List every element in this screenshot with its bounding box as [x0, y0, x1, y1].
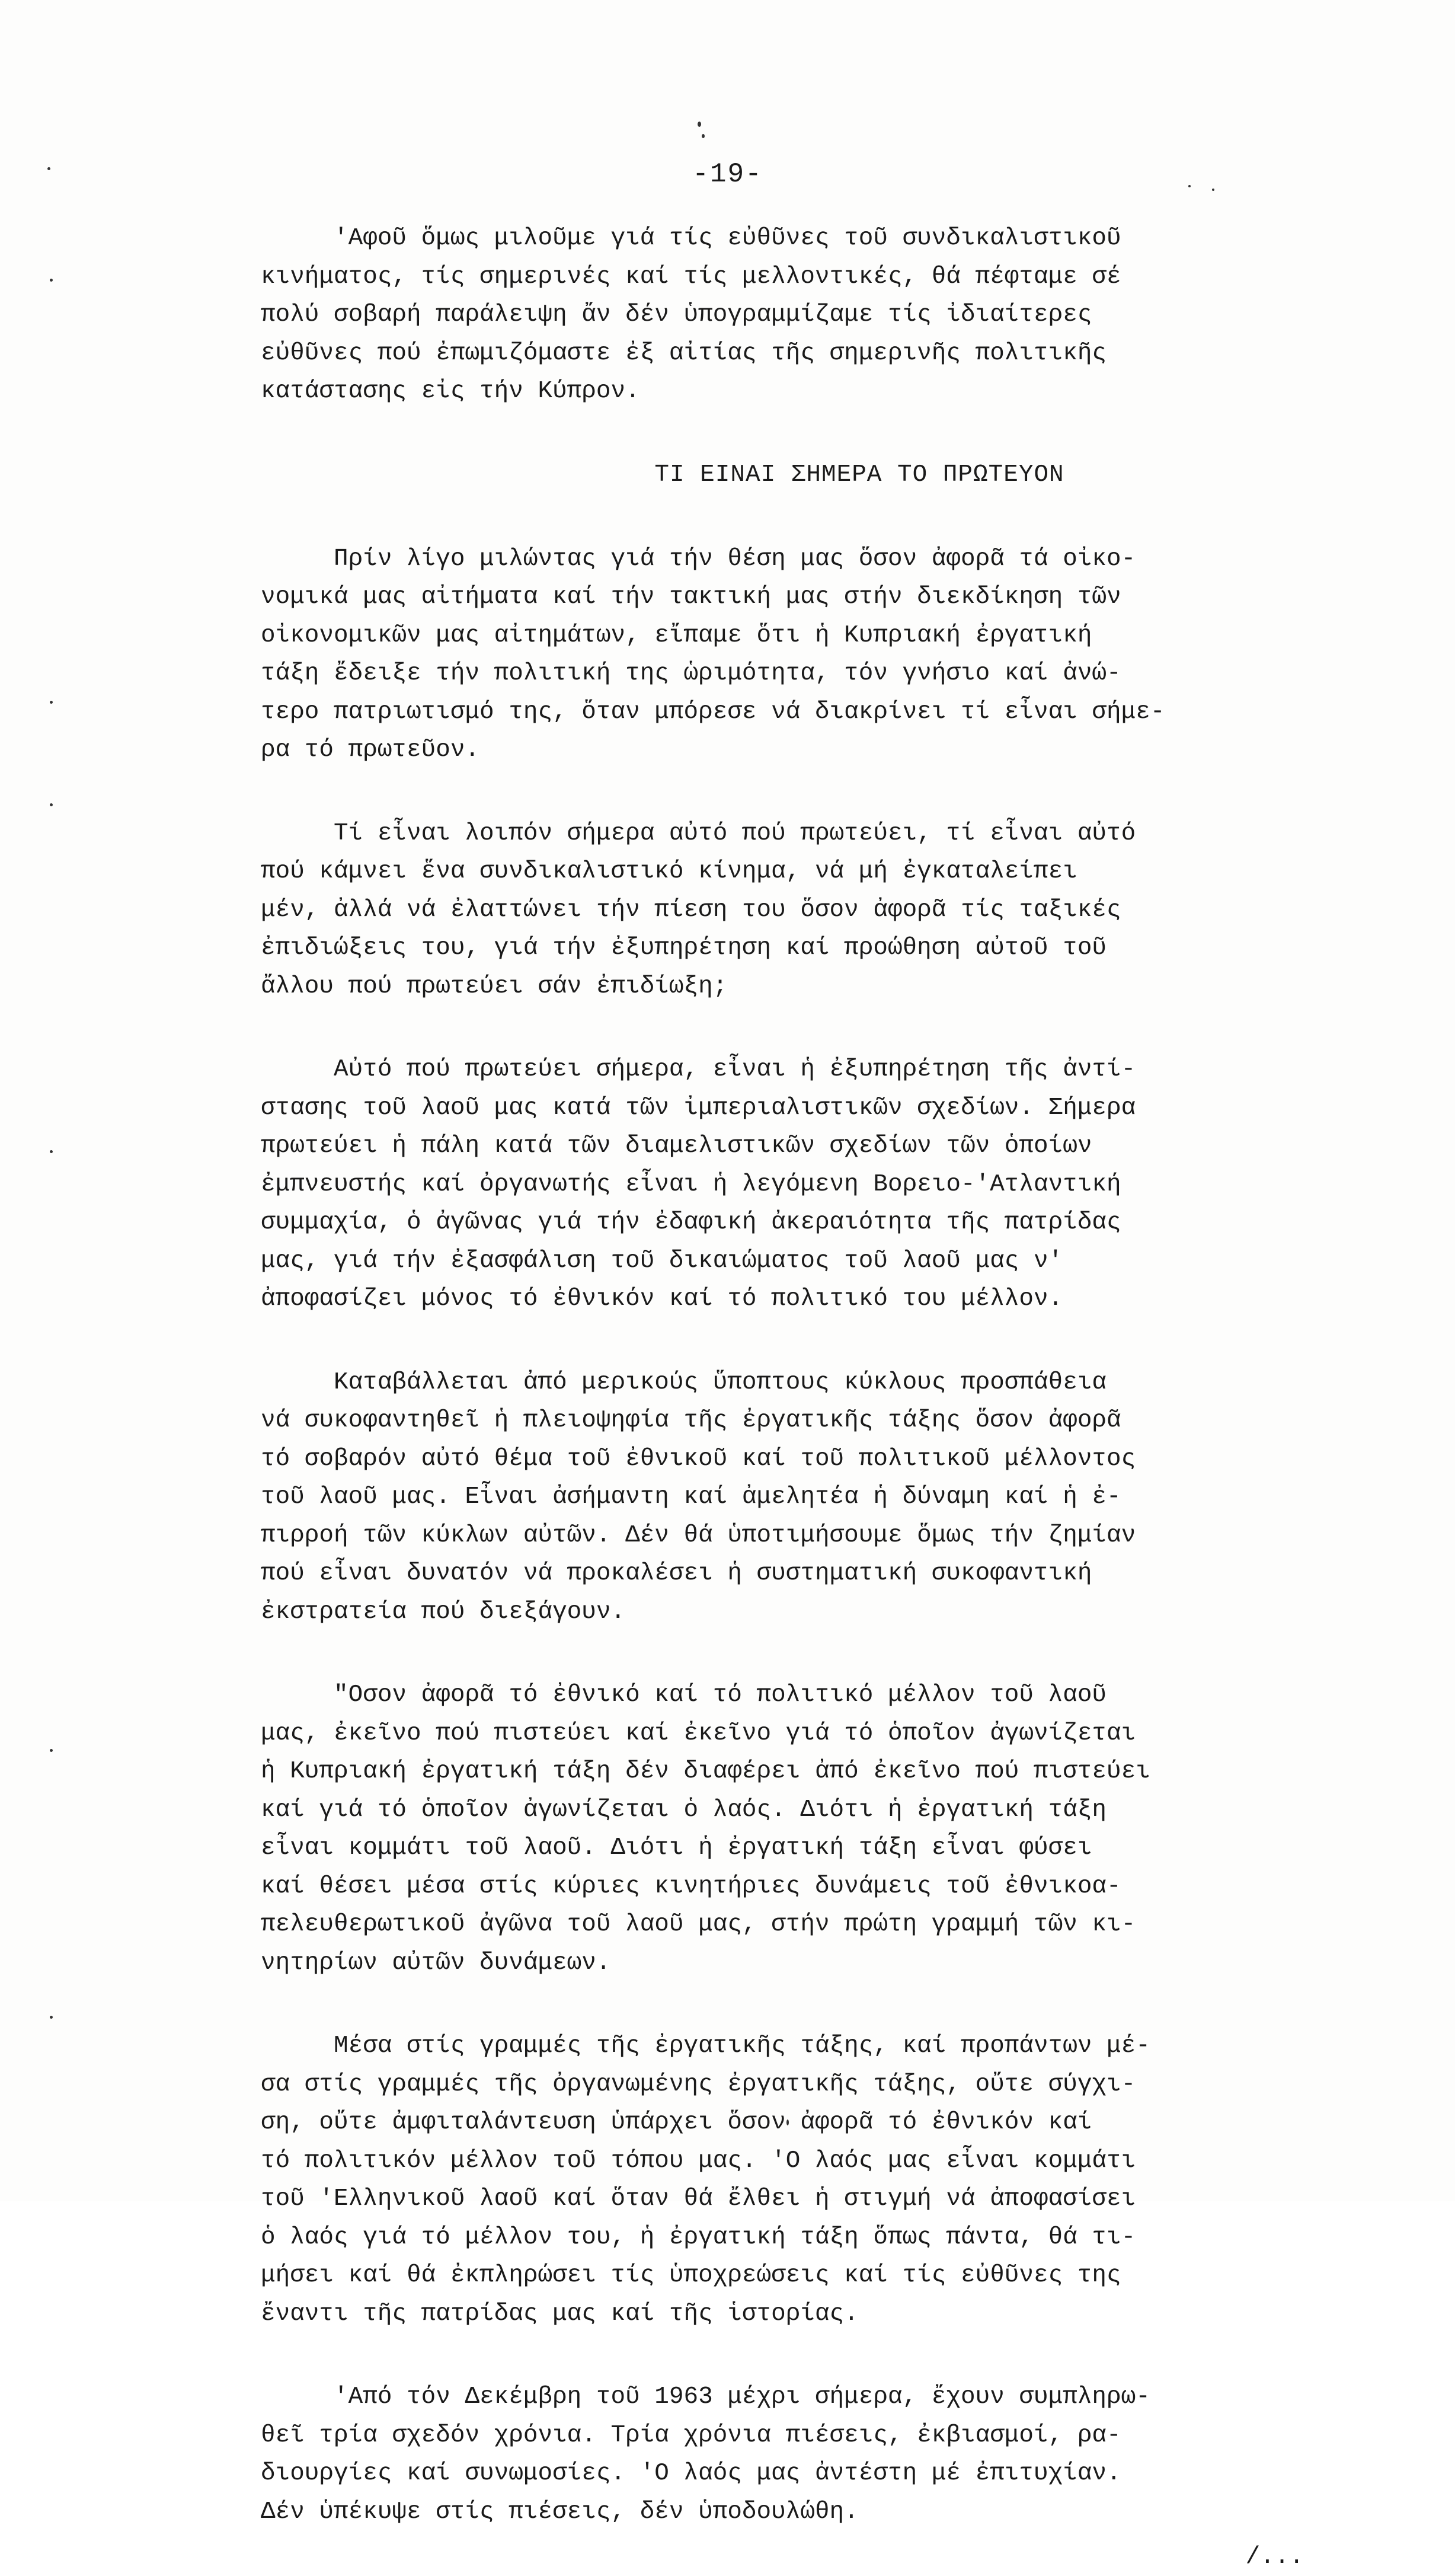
text-line: μας, γιά τήν ἐξασφάλιση τοῦ δικαιώματος τοῦ λαοῦ μας ν': [261, 1247, 1063, 1275]
text-line: ἐμπνευστής καί ὀργανωτής εἶναι ἡ λεγόμενη Βορειο-'Ατλαντική: [261, 1170, 1121, 1198]
text-line: πολύ σοβαρή παράλειψη ἄν δέν ὑπογραμμίζαμε τίς ἰδιαίτερες: [261, 301, 1092, 328]
text-line: ἄλλου πού πρωτεύει σάν ἐπιδίωξη;: [261, 972, 728, 1000]
section-heading: ΤΙ ΕΙΝΑΙ ΣΗΜΕΡΑ ΤΟ ΠΡΩΤΕΥΟΝ: [654, 461, 1064, 489]
text-line: θεῖ τρία σχεδόν χρόνια. Τρία χρόνια πιέσεις, ἐκβιασμοί, ρα-: [261, 2421, 1121, 2449]
text-line: ἀποφασίζει μόνος τό ἐθνικόν καί τό πολιτικό του μέλλον.: [261, 1285, 1063, 1313]
text-line: τό σοβαρόν αὐτό θέμα τοῦ ἐθνικοῦ καί τοῦ πολιτικοῦ μέλλοντος: [261, 1445, 1136, 1473]
text-line: κατάστασης εἰς τήν Κύπρον.: [261, 378, 640, 405]
text-line: οἰκονομικῶν μας αἰτημάτων, εἴπαμε ὅτι ἡ Κυπριακή ἐργατική: [261, 621, 1092, 649]
text-line: ρα τό πρωτεῦον.: [261, 736, 480, 764]
text-line: ση, οὔτε ἀμφιταλάντευση ὑπάρχει ὅσον ἀφορᾶ τό ἐθνικόν καί: [261, 2109, 1092, 2136]
text-line: Αὐτό πού πρωτεύει σήμερα, εἶναι ἡ ἐξυπηρέτηση τῆς ἀντί-: [261, 1056, 1136, 1083]
text-line: πού εἶναι δυνατόν νά προκαλέσει ἡ συστηματική συκοφαντική: [261, 1560, 1092, 1587]
text-line: Τί εἶναι λοιπόν σήμερα αὐτό πού πρωτεύει, τί εἶναι αὐτό: [261, 819, 1136, 847]
text-line: τάξη ἔδειξε τήν πολιτική της ὡριμότητα, τόν γνήσιο καί ἀνώ-: [261, 660, 1121, 687]
text-line: νητηρίων αὐτῶν δυνάμεων.: [261, 1949, 611, 1977]
paragraph-7: [261, 2027, 1375, 2333]
text-line: καί γιά τό ὁποῖον ἀγωνίζεται ὁ λαός. Διότι ἡ ἐργατική τάξη: [261, 1796, 1107, 1824]
text-line: πιρροή τῶν κύκλων αὐτῶν. Δέν θά ὑποτιμήσουμε ὅμως τήν ζημίαν: [261, 1521, 1136, 1549]
text-line: ἡ Κυπριακή ἐργατική τάξη δέν διαφέρει ἀπό ἐκεῖνο πού πιστεύει: [261, 1758, 1150, 1785]
paragraph-6: [261, 1676, 1375, 1982]
paragraph-1: [261, 219, 1375, 411]
text-line: εἶναι κομμάτι τοῦ λαοῦ. Διότι ἡ ἐργατική τάξη εἶναι φύσει: [261, 1834, 1092, 1862]
text-line: τερο πατριωτισμό της, ὅταν μπόρεσε νά διακρίνει τί εἶναι σήμε-: [261, 698, 1165, 726]
text-line: μας, ἐκεῖνο πού πιστεύει καί ἐκεῖνο γιά τό ὁποῖον ἀγωνίζεται: [261, 1719, 1136, 1747]
text-line: νομικά μας αἰτήματα καί τήν τακτική μας στήν διεκδίκηση τῶν: [261, 583, 1121, 611]
text-line: 'Από τόν Δεκέμβρη τοῦ 1963 μέχρι σήμερα, ἔχουν συμπληρω-: [261, 2383, 1150, 2411]
text-line: μέν, ἀλλά νά ἐλαττώνει τήν πίεση του ὅσον ἀφορᾶ τίς ταξικές: [261, 896, 1121, 924]
text-line: εὐθῦνες πού ἐπωμιζόμαστε ἐξ αἰτίας τῆς σημερινῆς πολιτικῆς: [261, 339, 1107, 367]
scan-speck: [50, 279, 53, 282]
text-line: ὁ λαός γιά τό μέλλον του, ἡ ἐργατική τάξη ὅπως πάντα, θά τι-: [261, 2223, 1136, 2251]
text-line: ἐκστρατεία πού διεξάγουν.: [261, 1598, 626, 1626]
scan-speck: [698, 122, 701, 127]
text-line: ἔναντι τῆς πατρίδας μας καί τῆς ἱστορίας.: [261, 2300, 859, 2328]
scan-speck: [50, 701, 53, 704]
text-line: κινήματος, τίς σημερινές καί τίς μελλοντικές, θά πέφταμε σέ: [261, 263, 1121, 291]
text-line: πελευθερωτικοῦ ἀγῶνα τοῦ λαοῦ μας, στήν πρώτη γραμμή τῶν κι-: [261, 1911, 1136, 1938]
paragraph-5: [261, 1364, 1375, 1632]
text-line: πρωτεύει ἡ πάλη κατά τῶν διαμελιστικῶν σχεδίων τῶν ὁποίων: [261, 1132, 1092, 1160]
text-line: τοῦ λαοῦ μας. Εἶναι ἀσήμαντη καί ἀμελητέα ἡ δύναμη καί ἡ ἐ-: [261, 1483, 1121, 1511]
page-number: -19-: [692, 159, 763, 190]
text-line: ἐπιδιώξεις του, γιά τήν ἐξυπηρέτηση καί προώθηση αὐτοῦ τοῦ: [261, 934, 1107, 962]
scan-speck: [50, 1150, 53, 1153]
text-line: Μέσα στίς γραμμές τῆς ἐργατικῆς τάξης, καί προπάντων μέ-: [261, 2032, 1150, 2060]
continuation-mark: /...: [1245, 2543, 1304, 2571]
scan-speck: [702, 134, 705, 138]
paragraph-8: [261, 2378, 1375, 2531]
paragraph-4: [261, 1051, 1375, 1319]
paragraph-2: [261, 540, 1375, 770]
scan-speck: [50, 1749, 53, 1752]
text-line: διουργίες καί συνωμοσίες. 'Ο λαός μας ἀντέστη μέ ἐπιτυχίαν.: [261, 2460, 1121, 2487]
text-line: Πρίν λίγο μιλώντας γιά τήν θέση μας ὅσον ἀφορᾶ τά οἰκο-: [261, 545, 1136, 573]
text-line: τοῦ 'Ελληνικοῦ λαοῦ καί ὅταν θά ἔλθει ἡ στιγμή νά ἀποφασίσει: [261, 2185, 1136, 2213]
document-body: [261, 219, 1375, 2576]
text-line: στασης τοῦ λαοῦ μας κατά τῶν ἰμπεριαλιστικῶν σχεδίων. Σήμερα: [261, 1094, 1136, 1122]
text-line: Καταβάλλεται ἀπό μερικούς ὕποπτους κύκλους προσπάθεια: [261, 1368, 1107, 1396]
paragraph-3: [261, 815, 1375, 1006]
text-line: σα στίς γραμμές τῆς ὀργανωμένης ἐργατικῆς τάξης, οὔτε σύγχι-: [261, 2070, 1136, 2098]
text-line: νά συκοφαντηθεῖ ἡ πλειοψηφία τῆς ἐργατικῆς τάξης ὅσον ἀφορᾶ: [261, 1407, 1121, 1434]
text-line: τό πολιτικόν μέλλον τοῦ τόπου μας. 'Ο λαός μας εἶναι κομμάτι: [261, 2147, 1136, 2175]
text-line: μήσει καί θά ἐκπληρώσει τίς ὑποχρεώσεις καί τίς εὐθῦνες της: [261, 2262, 1121, 2289]
text-line: "Οσον ἀφορᾶ τό ἐθνικό καί τό πολιτικό μέλλον τοῦ λαοῦ: [261, 1681, 1107, 1709]
text-line: 'Αφοῦ ὅμως μιλοῦμε γιά τίς εὐθῦνες τοῦ συνδικαλιστικοῦ: [261, 225, 1121, 252]
scan-speck: [50, 2016, 53, 2019]
text-line: συμμαχία, ὁ ἀγῶνας γιά τήν ἐδαφική ἀκεραιότητα τῆς πατρίδας: [261, 1209, 1121, 1236]
text-line: πού κάμνει ἕνα συνδικαλιστικό κίνημα, νά μή ἐγκαταλείπει: [261, 858, 1077, 885]
scan-speck: [50, 803, 53, 806]
text-line: καί θέσει μέσα στίς κύριες κινητήριες δυνάμεις τοῦ ἐθνικοα-: [261, 1872, 1121, 1900]
text-line: Δέν ὑπέκυψε στίς πιέσεις, δέν ὑποδουλώθη.: [261, 2498, 859, 2526]
